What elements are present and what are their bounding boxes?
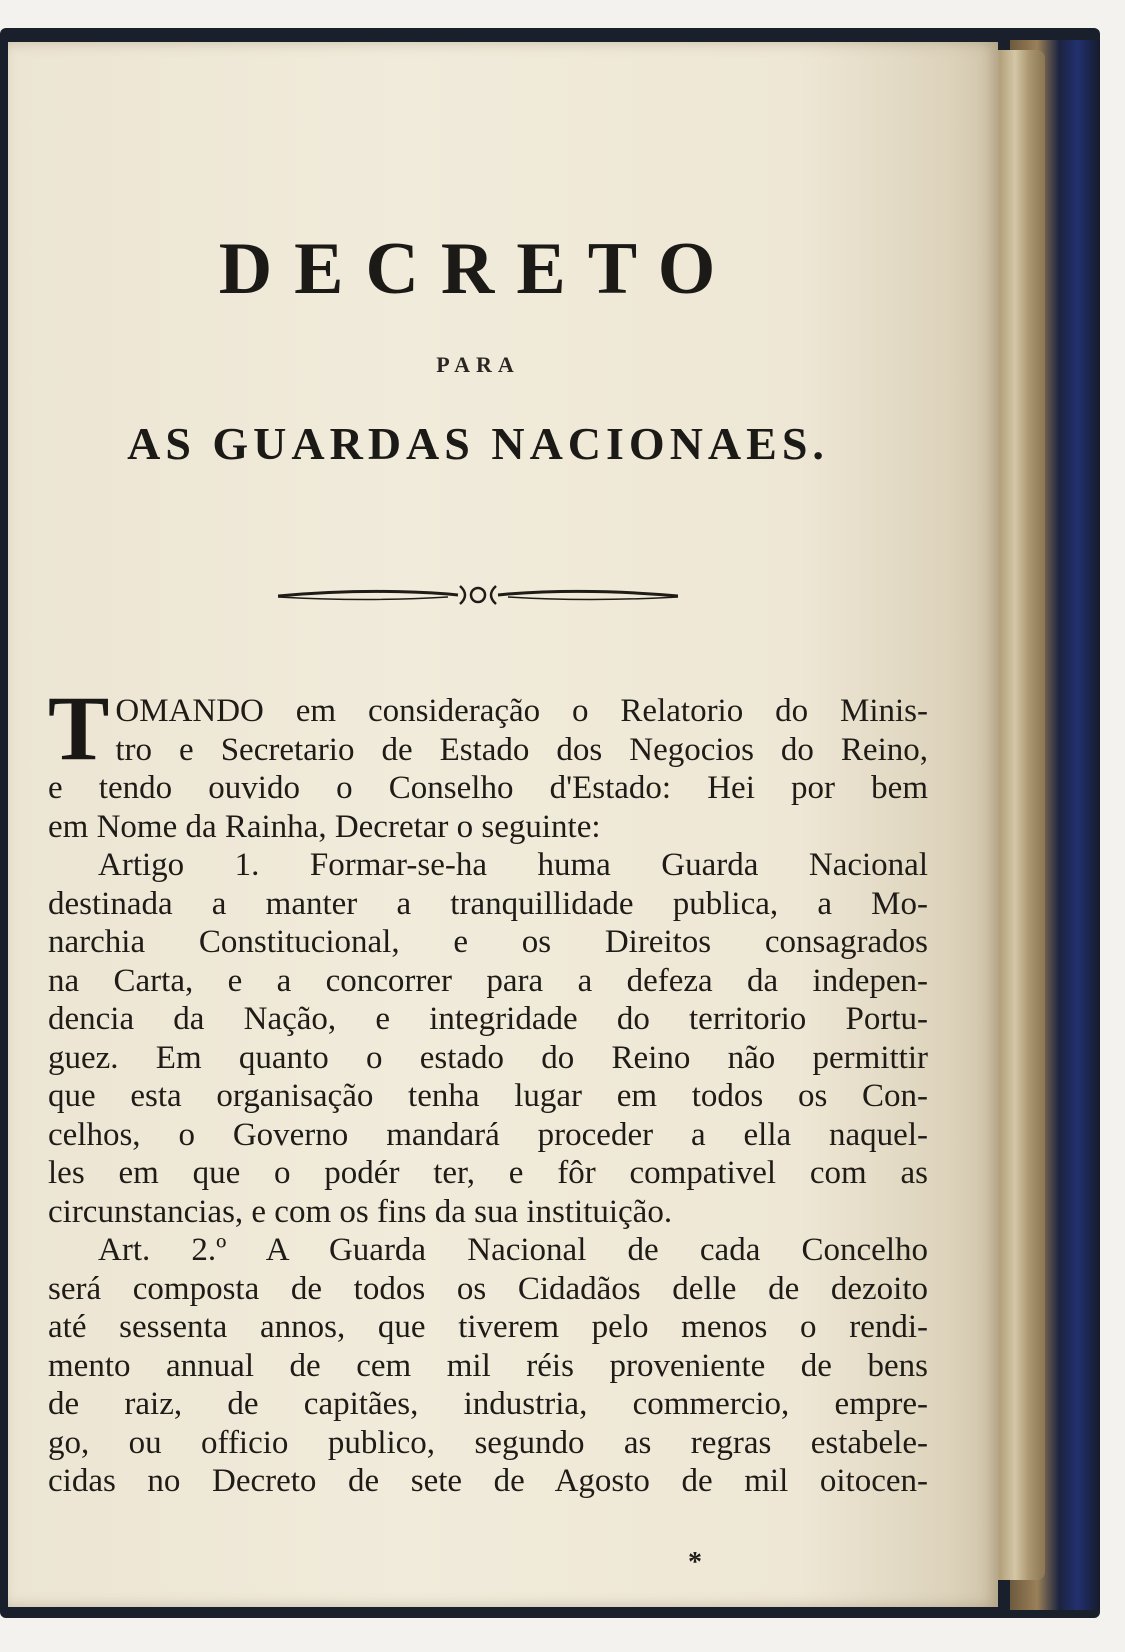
book-page [8, 42, 998, 1607]
text-line: na Carta, e a concorrer para a defeza da indepen- [48, 962, 928, 999]
text-line: em Nome da Rainha, Decretar o seguinte: [48, 808, 601, 845]
ornamental-rule-icon [278, 580, 678, 610]
page-subtitle: AS GUARDAS NACIONAES. [127, 418, 829, 469]
text-line-article-2: Art. 2.º A Guarda Nacional de cada Concelho [98, 1232, 928, 1268]
text-line-content: em consideração o Relatorio do Minis- [263, 693, 928, 729]
text-line: circunstancias, e com os fins da sua instituição. [48, 1193, 673, 1230]
text-line-article-1: Artigo 1. Formar-se-ha huma Guarda Nacional [98, 847, 928, 883]
text-line: narchia Constitucional, e os Direitos consagrados [48, 924, 928, 960]
text-line: guez. Em quanto o estado do Reino não permittir [48, 1039, 928, 1076]
text-line: dencia da Nação, e integridade do territorio Portu- [48, 1001, 928, 1037]
text-line [48, 692, 928, 731]
text-line: les em que o podér ter, e fôr compativel com as [48, 1155, 928, 1191]
page-title: DECRETO [218, 228, 738, 310]
text-line: até sessenta annos, que tiverem pelo menos o rendi- [48, 1309, 928, 1345]
text-line: e tendo ouvido o Conselho d'Estado: Hei por bem [48, 770, 928, 806]
text-line: cidas no Decreto de sete de Agosto de mil oitocen- [48, 1463, 928, 1499]
text-line: tro e Secretario de Estado dos Negocios do Reino, [115, 731, 928, 768]
signature-mark: * [688, 1547, 702, 1578]
text-line: go, ou officio publico, segundo as regras estabele- [48, 1424, 928, 1461]
decree-body [48, 677, 928, 1501]
text-line: destinada a manter a tranquillidade publica, a Mo- [48, 885, 928, 922]
text-line: mento annual de cem mil réis proveniente de bens [48, 1347, 928, 1384]
text-line: que esta organisação tenha lugar em todos os Con- [48, 1078, 928, 1114]
opening-word: OMANDO [115, 693, 264, 729]
text-line: de raiz, de capitães, industria, commercio, empre- [48, 1386, 928, 1422]
drop-cap: T [48, 677, 110, 779]
text-line: será composta de todos os Cidadãos delle de dezoito [48, 1270, 928, 1307]
text-line: celhos, o Governo mandará proceder a ella naquel- [48, 1116, 928, 1153]
title-connector: PARA [436, 352, 520, 377]
